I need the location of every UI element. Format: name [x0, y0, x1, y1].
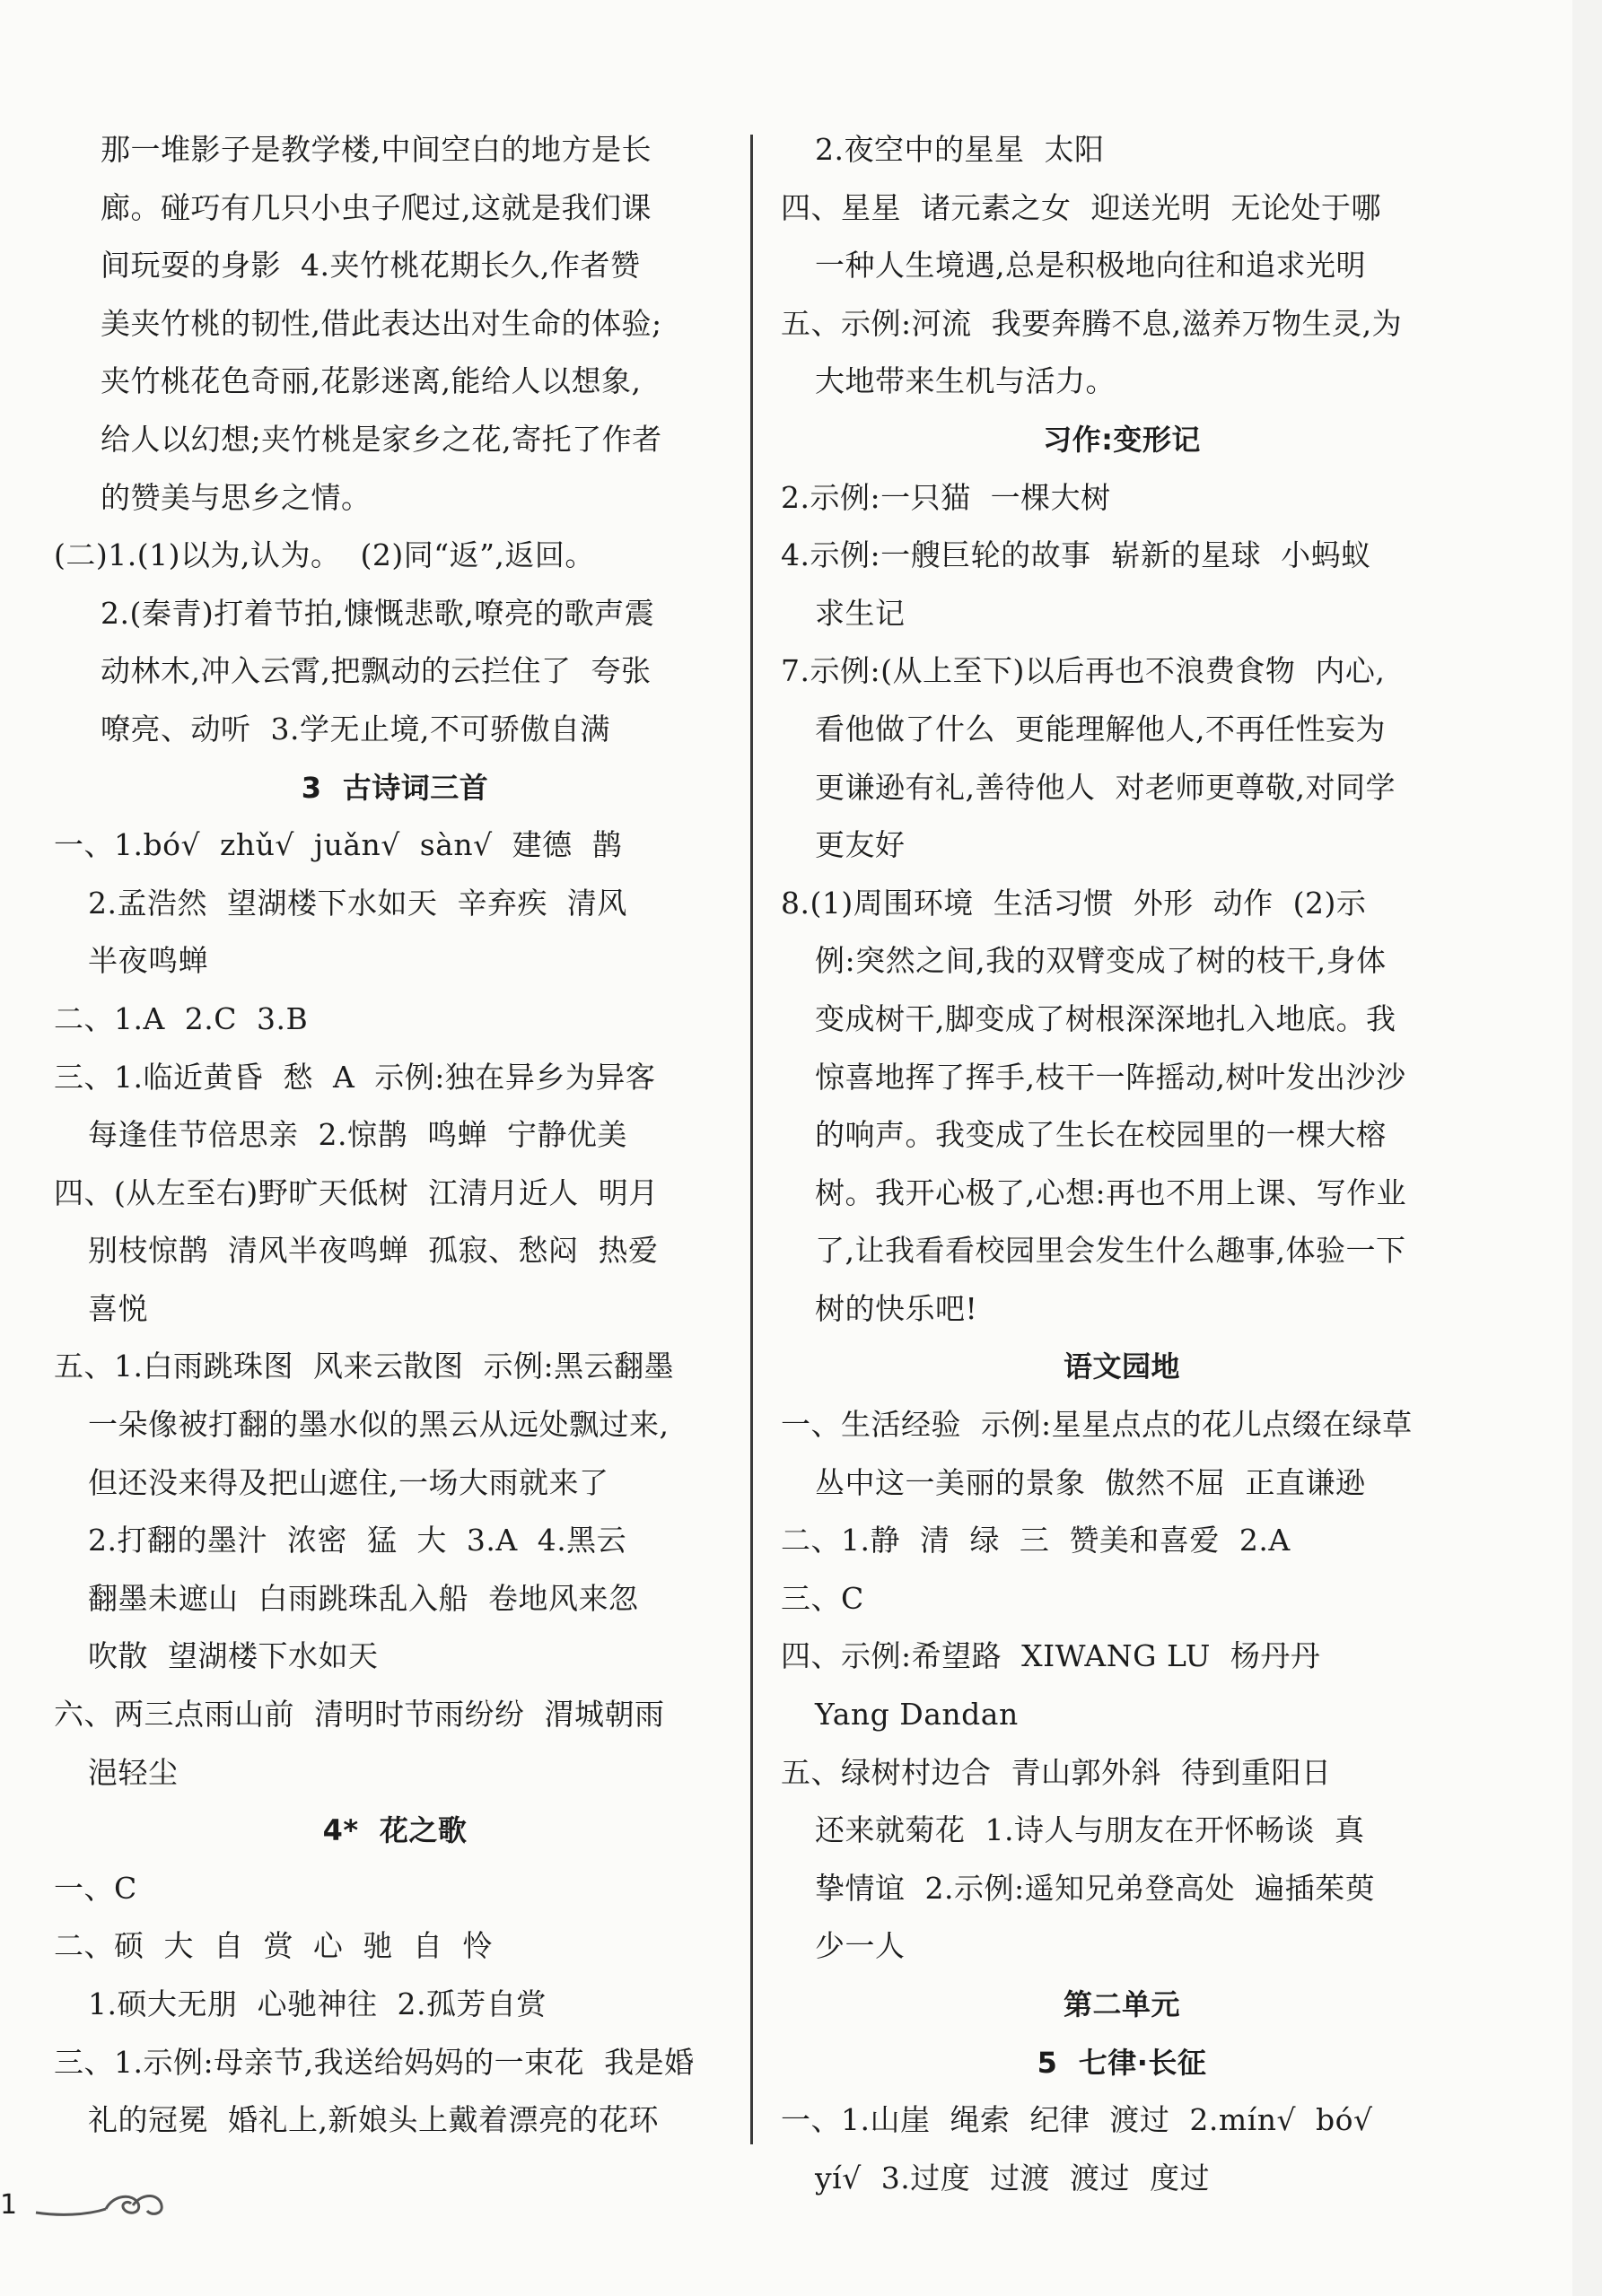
- answer-line: 一、1.bó√ zhǔ√ juǎn√ sàn√ 建德 鹊: [54, 827, 623, 863]
- answer-line: 7.示例:(从上至下)以后再也不浪费食物 内心,: [781, 653, 1386, 689]
- page-number: 1: [0, 2189, 18, 2221]
- answer-line: 那一堆影子是教学楼,中间空白的地方是长: [101, 132, 652, 167]
- answer-line: 2.打翻的墨汁 浓密 猛 大 3.A 4.黑云: [88, 1523, 627, 1558]
- answer-line: 看他做了什么 更能理解他人,不再任性妄为: [815, 711, 1386, 746]
- answer-line: 三、1.临近黄昏 愁 A 示例:独在异乡为异客: [54, 1059, 656, 1095]
- answer-line: 挚情谊 2.示例:遥知兄弟登高处 遍插茱萸: [815, 1870, 1376, 1906]
- answer-line: 的赞美与思乡之情。: [101, 479, 372, 515]
- answer-line: 二、1.静 清 绿 三 赞美和喜爱 2.A: [781, 1523, 1291, 1558]
- answer-line: 1.硕大无朋 心驰神往 2.孤芳自赏: [88, 1986, 547, 2021]
- answer-line: 廊。碰巧有几只小虫子爬过,这就是我们课: [101, 189, 652, 225]
- answer-line: 五、绿树村边合 青山郭外斜 待到重阳日: [781, 1754, 1332, 1790]
- answer-line: 但还没来得及把山遮住,一场大雨就来了: [88, 1464, 609, 1500]
- section-heading: 5 七律·长征: [1037, 2045, 1207, 2080]
- right-column: [781, 121, 1463, 2207]
- left-column: [54, 121, 736, 2150]
- answer-line: 半夜鸣蝉: [88, 943, 208, 979]
- answer-line: 的响声。我变成了生长在校园里的一棵大榕: [815, 1117, 1387, 1153]
- section-heading: 3 古诗词三首: [301, 770, 489, 805]
- answer-line: 例:突然之间,我的双臂变成了树的枝干,身体: [815, 943, 1387, 979]
- answer-line: 还来就菊花 1.诗人与朋友在开怀畅谈 真: [815, 1812, 1365, 1848]
- answer-line: Yang Dandan: [815, 1697, 1019, 1733]
- section-heading: 第二单元: [1063, 1987, 1180, 2021]
- answer-line: 2.示例:一只猫 一棵大树: [781, 479, 1111, 515]
- answer-line: 礼的冠冕 婚礼上,新娘头上戴着漂亮的花环: [88, 2102, 659, 2138]
- answer-line: 翻墨未遮山 白雨跳珠乱入船 卷地风来忽: [88, 1580, 639, 1616]
- answer-line: 更谦逊有礼,善待他人 对老师更尊敬,对同学: [815, 769, 1396, 805]
- answer-line: 三、1.示例:母亲节,我送给妈妈的一束花 我是婚: [54, 2044, 695, 2080]
- answer-line: 动林木,冲入云霄,把飘动的云拦住了 夸张: [101, 653, 652, 689]
- section-heading: 4* 花之歌: [322, 1813, 468, 1848]
- answer-line: 了,让我看看校园里会发生什么趣事,体验一下: [815, 1233, 1406, 1269]
- answer-line: 8.(1)周围环境 生活习惯 外形 动作 (2)示: [781, 885, 1367, 921]
- answer-line: 给人以幻想;夹竹桃是家乡之花,寄托了作者: [101, 421, 662, 457]
- answer-line: 少一人: [815, 1928, 906, 1964]
- answer-line: 夹竹桃花色奇丽,花影迷离,能给人以想象,: [101, 363, 642, 399]
- answer-line: 大地带来生机与活力。: [815, 363, 1116, 399]
- answer-line: 六、两三点雨山前 清明时节雨纷纷 渭城朝雨: [54, 1697, 665, 1733]
- section-heading: 语文园地: [1063, 1349, 1180, 1384]
- answer-line: 一、生活经验 示例:星星点点的花儿点缀在绿草: [781, 1407, 1413, 1443]
- answer-line: 吹散 望湖楼下水如天: [88, 1638, 379, 1674]
- answer-line: 五、1.白雨跳珠图 风来云散图 示例:黑云翻墨: [54, 1349, 675, 1384]
- answer-line: 每逢佳节倍思亲 2.惊鹊 鸣蝉 宁静优美: [88, 1117, 627, 1153]
- answer-line: 嘹亮、动听 3.学无止境,不可骄傲自满: [101, 711, 610, 746]
- answer-line: 三、C: [781, 1580, 864, 1616]
- answer-line: 丛中这一美丽的景象 傲然不屈 正直谦逊: [815, 1464, 1366, 1500]
- page-edge: [1572, 0, 1602, 2296]
- answer-line: 五、示例:河流 我要奔腾不息,滋养万物生灵,为: [781, 305, 1403, 341]
- section-heading: 习作:变形记: [1043, 422, 1201, 457]
- answer-line: 树的快乐吧!: [815, 1290, 978, 1326]
- answer-line: yí√ 3.过度 过渡 渡过 度过: [815, 2160, 1211, 2196]
- answer-line: 4.示例:一艘巨轮的故事 崭新的星球 小蚂蚁: [781, 537, 1371, 573]
- answer-line: 四、(从左至右)野旷天低树 江清月近人 明月: [54, 1174, 659, 1210]
- answer-line: 变成树干,脚变成了树根深深地扎入地底。我: [815, 1000, 1396, 1036]
- answer-line: 2.夜空中的星星 太阳: [815, 132, 1105, 167]
- answer-line: 美夹竹桃的韧性,借此表达出对生命的体验;: [101, 305, 662, 341]
- column-divider: [750, 135, 753, 2144]
- answer-line: 树。我开心极了,心想:再也不用上课、写作业: [815, 1174, 1407, 1210]
- answer-line: 求生记: [815, 595, 906, 631]
- answer-line: 四、示例:希望路 XIWANG LU 杨丹丹: [781, 1638, 1321, 1674]
- answer-line: 浥轻尘: [88, 1754, 179, 1790]
- answer-line: 喜悦: [88, 1290, 148, 1326]
- answer-line: 2.孟浩然 望湖楼下水如天 辛弃疾 清风: [88, 885, 627, 921]
- answer-line: 四、星星 诸元素之女 迎送光明 无论处于哪: [781, 189, 1381, 225]
- answer-line: 2.(秦青)打着节拍,慷慨悲歌,嘹亮的歌声震: [101, 595, 655, 631]
- answer-line: 惊喜地挥了挥手,枝干一阵摇动,树叶发出沙沙: [815, 1059, 1406, 1095]
- answer-line: 二、硕 大 自 赏 心 驰 自 怜: [54, 1928, 493, 1964]
- answer-line: 一种人生境遇,总是积极地向往和追求光明: [815, 248, 1366, 284]
- answer-line: 间玩耍的身影 4.夹竹桃花期长久,作者赞: [101, 248, 641, 284]
- answer-line: 二、1.A 2.C 3.B: [54, 1000, 309, 1036]
- answer-line: 一朵像被打翻的墨水似的黑云从远处飘过来,: [88, 1407, 670, 1443]
- answer-line: 一、C: [54, 1870, 137, 1906]
- answer-line: 别枝惊鹊 清风半夜鸣蝉 孤寂、愁闷 热爱: [88, 1233, 659, 1269]
- answer-line: (二)1.(1)以为,认为。 (2)同“返”,返回。: [54, 537, 595, 573]
- cloud-ornament-icon: [32, 2186, 167, 2222]
- answer-line: 更友好: [815, 827, 906, 863]
- answer-line: 一、1.山崖 绳索 纪律 渡过 2.mín√ bó√: [781, 2102, 1373, 2138]
